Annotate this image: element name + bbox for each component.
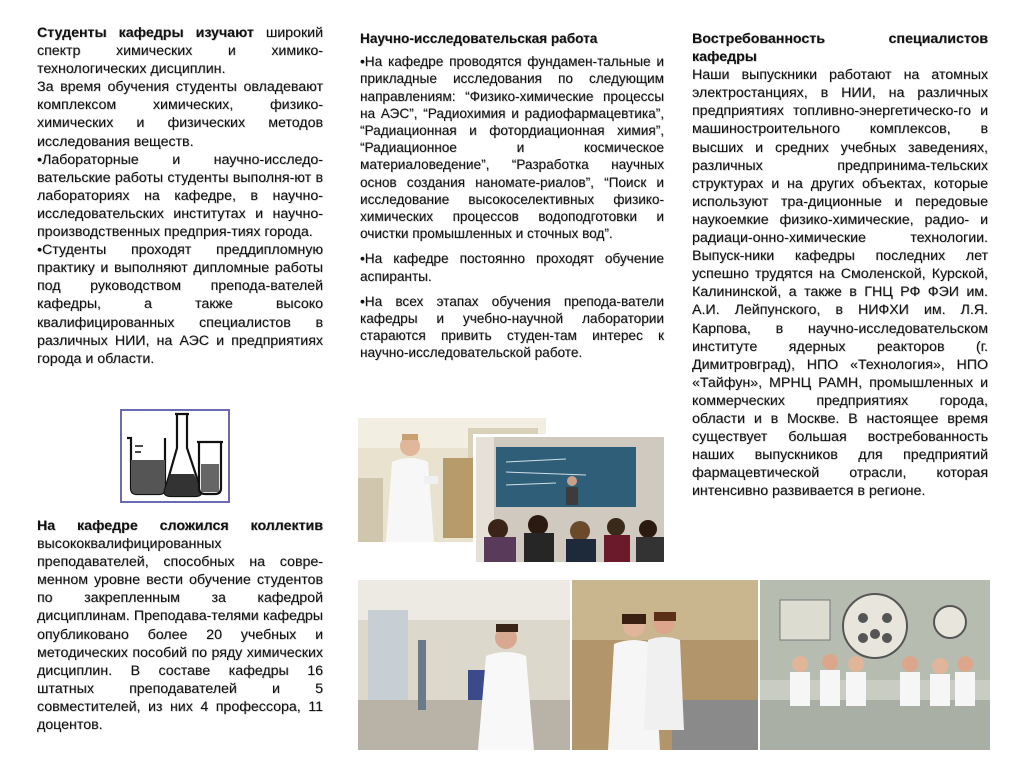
column-staff — [37, 517, 323, 734]
paragraph-labs: •Лабораторные и научно-исследо-вательские работы студенты выполня-ют в лабораториях на кафедре, в научно-исследовательских институтах и научно-производственных предприя-тиях города. — [37, 151, 323, 241]
intro-bold: Студенты кафедры изучают — [37, 25, 254, 41]
classroom-photo — [476, 437, 664, 562]
paragraph-methods: За время обучения студенты овладевают комплексом химических, физико-химических и физических методов исследования веществ. — [37, 79, 323, 150]
staff-bold: На кафедре сложился коллектив — [37, 518, 323, 534]
paragraph-postgrad: •На кафедре постоянно проходят обучение аспиранты. — [360, 251, 664, 284]
paragraph-interest: •На всех этапах обучения препода-ватели кафедры и учебно-научной лаборатории стараются привить студен-там интерес к научно-исследовательской работе. — [360, 293, 664, 361]
column-research — [360, 30, 664, 362]
paragraph-intro — [37, 24, 323, 78]
paragraph-demand: Наши выпускники работают на атомных электростанциях, в НИИ, на различных предприятиях топливно-энергетическо-го и машиностроительного комплексов, в высших и средних учебных заведениях, различных предпринима-тельских структурах и на других объектах, которые используют тра-диционные и передовые наукоемкие физико-химические, радио- и радиаци-онно-химические технологии. Выпуск-ники кафедры последних лет успешно трудятся на Смоленской, Курской, Калининской, а также в ГНЦ РФ ФЭИ им. А.И. Лейпунского, в НИФХИ им. Л.Я. Карпова, в научно-исследовательском институте ядерных реакторов (г. Димитровград), НПО «Технология», НПО «Тайфун», МРНЦ РАМН, промышленных и коммерческих предприятиях города, области и в Москве. В настоящее время существует большая востребованность наших выпускников для предприятий фармацевтической отрасли, которая интенсивно развивается в регионе. — [692, 67, 988, 500]
column-students — [37, 24, 323, 368]
control-room-photo — [760, 580, 990, 750]
paragraph-research-areas: •На кафедре проводятся фундамен-тальные и прикладные исследования по следующим направлениям: “Физико-химические процессы на АЭС”, “Радиохимия и радиофармацевтика”, “Радиационная и фотордиационная химия”, “Радиационное и космическое материаловедение”, “Разработка научных основ создания наномате-риалов”, “Поиск и исследование высокоселективных физико-химических процессов водоподготовки и очистки промышленных и сточных вод”. — [360, 54, 664, 242]
paragraph-practice: •Студенты проходят преддипломную практику и выполняют дипломные работы под руководством препода-вателей кафедры, а также высоко квалифицированных специалистов в различных НИИ, на АЭС и предприятиях города и области. — [37, 242, 323, 367]
research-title: Научно-исследовательская работа — [360, 31, 598, 46]
staff-text: высококвалифицированных преподавателей, способных на совре-менном уровне вести обучение студентов по закрепленным за кафедрой дисциплинам. Преподава-телями кафедры опубликовано более 20 учебных и методических пособий по ряду химических дисциплин. В составе кафедры 16 штатных преподавателей и 5 совместителей, из них 4 профессора, 11 доцентов. — [37, 536, 323, 734]
demand-title-text: Востребованность специалистов кафедры — [692, 31, 988, 66]
lab-work-photo — [358, 580, 570, 750]
intro-text: широкий спектр химических и химико-технологических дисциплин. — [37, 25, 324, 78]
paragraph-staff — [37, 517, 323, 734]
column-demand — [692, 30, 988, 500]
demand-title — [692, 30, 988, 66]
lab-students-photo — [572, 580, 758, 750]
lab-glassware-illustration — [119, 408, 231, 504]
